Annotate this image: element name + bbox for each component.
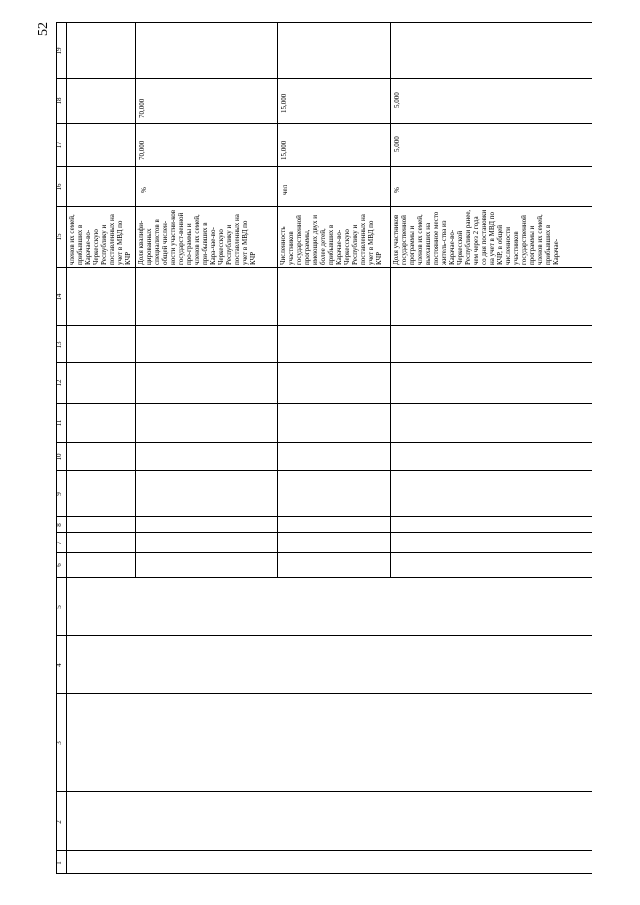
col-sep [56, 552, 592, 553]
col-number: 11 [55, 419, 63, 427]
col-number: 1 [55, 861, 63, 865]
indicator-text: Доля участников государственной программы и членов их семей, выехавших на постоянное место житель-ства из Карачае-во-Черкесской Республики ранее, чем через 2 года со дня постановки на учет в МВД по КЧР, в общей численности участников государственной программы и членов их семей, прибывших в Карачае- [392, 209, 560, 265]
col-sep [56, 206, 592, 207]
page-number: 52 [36, 22, 51, 36]
row-sep [390, 22, 391, 577]
value-cell: 5,000 [393, 136, 401, 152]
col-sep [56, 325, 592, 326]
col-sep [56, 78, 592, 79]
col-number: 17 [55, 141, 63, 149]
col-number: 10 [55, 453, 63, 461]
header-column-line [66, 22, 67, 874]
col-sep [56, 791, 592, 792]
col-number: 6 [55, 563, 63, 567]
col-number: 5 [55, 605, 63, 609]
unit-cell: чел [281, 184, 289, 195]
col-sep [56, 516, 592, 517]
indicator-text: Численность участников государственной программы, имеющих двух и более детей, прибывших в Карачае-во-Черкесскую Республику и поставленных на учет в МВД по КЧР [279, 214, 383, 265]
value-cell: 5,000 [393, 92, 401, 108]
row-sep [135, 22, 136, 577]
col-number: 16 [55, 183, 63, 191]
col-sep [56, 166, 592, 167]
col-sep [56, 362, 592, 363]
col-number: 3 [55, 741, 63, 745]
col-number: 2 [55, 820, 63, 824]
table-border-top [56, 22, 592, 23]
unit-cell: % [393, 187, 401, 193]
col-number: 18 [55, 97, 63, 105]
col-number: 13 [55, 341, 63, 349]
col-number: 8 [55, 523, 63, 527]
indicator-text: членов их семей, прибывших в Карачае-во-Черкесскую Республику и поставленных на учет в МВД по КЧР [68, 214, 132, 265]
col-number: 15 [55, 233, 63, 241]
value-cell: 70,000 [138, 98, 146, 118]
unit-cell: % [140, 187, 148, 193]
value-cell: 70,000 [138, 140, 146, 160]
col-number: 19 [55, 47, 63, 55]
col-number: 7 [55, 541, 63, 545]
col-number: 9 [55, 492, 63, 496]
indicator-text: Доля квалифи-цированных специалистов в общей числен-ности участни-ков государст-венной про-граммы и членов их семей, при-бывших в Кара-чае-во-Черкесскую Республику и поставленных на учет в МВД по КЧР [137, 209, 257, 265]
col-sep [56, 123, 592, 124]
row-sep [277, 22, 278, 577]
col-number: 4 [55, 663, 63, 667]
table-border-bottom [56, 873, 592, 874]
value-cell: 15,000 [280, 93, 288, 113]
col-sep [56, 577, 592, 578]
col-sep [56, 470, 592, 471]
col-sep [56, 850, 592, 851]
col-sep [56, 267, 592, 268]
col-sep [56, 532, 592, 533]
col-sep [56, 403, 592, 404]
col-number: 14 [55, 293, 63, 301]
col-number: 12 [55, 379, 63, 387]
col-sep [56, 442, 592, 443]
col-sep [56, 635, 592, 636]
col-sep [56, 693, 592, 694]
value-cell: 15,000 [280, 140, 288, 160]
